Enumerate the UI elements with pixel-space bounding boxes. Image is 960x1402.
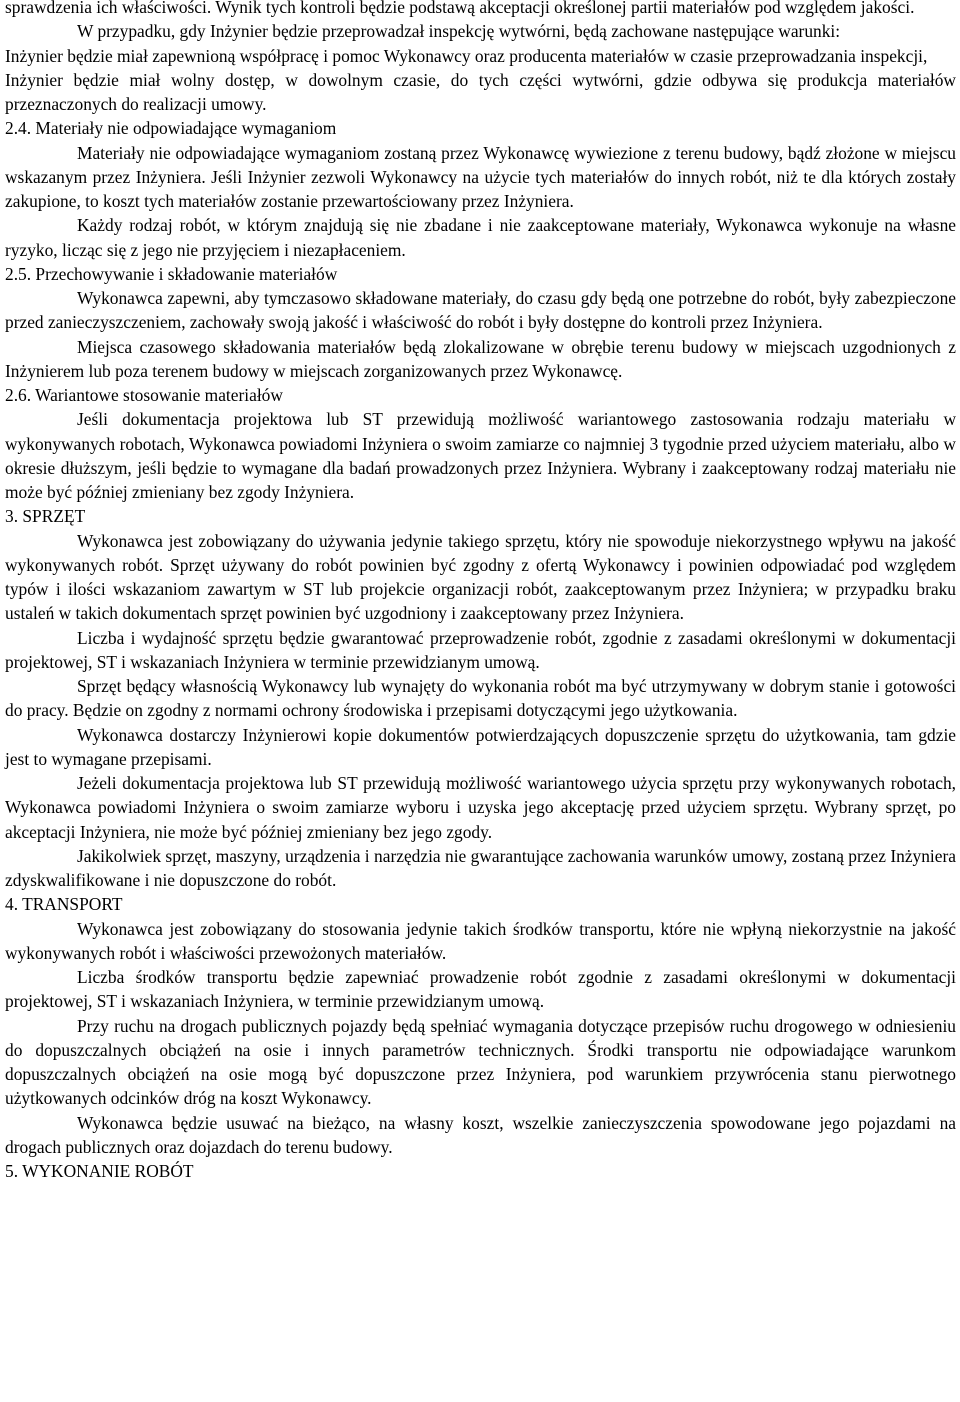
section-heading-2-4: 2.4. Materiały nie odpowiadające wymaganiom (5, 118, 337, 139)
section-heading-5: 5. WYKONANIE ROBÓT (5, 1161, 194, 1181)
section-heading-3: 3. SPRZĘT (5, 506, 86, 527)
section-heading-2-5: 2.5. Przechowywanie i składowanie materiałów (5, 263, 338, 284)
paragraph-inspection: W przypadku, gdy Inżynier będzie przeprowadzał inspekcję wytwórni, będą zachowane następujące warunki: (77, 21, 841, 42)
paragraph-2-5-b: Miejsca czasowego składowania materiałów będą zlokalizowane w obrębie terenu budowy w miejscach uzgodnionych z Inżynierem lub poza terenem budowy w miejscach zorganizowanych przez Wykonawcę. (5, 336, 956, 381)
paragraph-condition-1: Inżynier będzie miał zapewnioną współpracę i pomoc Wykonawcy oraz producenta materiałów w czasie przeprowadzania inspekcji, (5, 45, 928, 66)
paragraph-2-4-b: Każdy rodzaj robót, w którym znajdują się nie zbadane i nie zaakceptowane materiały, Wykonawca wykonuje na własne ryzyko, licząc się z jego nie przyjęciem i niezapłaceniem. (5, 215, 956, 260)
paragraph-4-a: Wykonawca jest zobowiązany do stosowania jedynie takich środków transportu, które nie wpłyną niekorzystnie na jakość wykonywanych robót i właściwości przewożonych materiałów. (5, 918, 956, 963)
paragraph-2-6-a: Jeśli dokumentacja projektowa lub ST przewidują możliwość wariantowego zastosowania rodzaju materiału w wykonywanych robotach, Wykonawca powiadomi Inżyniera o swoim zamiarze co najmniej 3 tygodnie przed użyciem materiału, albo w okresie dłuższym, jeśli będzie to wymagane dla badań prowadzonych przez Inżyniera. Wybrany i zaakceptowany rodzaj materiału nie może być później zmieniany bez zgody Inżyniera. (5, 409, 956, 502)
paragraph-4-d: Wykonawca będzie usuwać na bieżąco, na własny koszt, wszelkie zanieczyszczenia spowodowane jego pojazdami na drogach publicznych oraz dojazdach do terenu budowy. (5, 1112, 956, 1157)
paragraph-intro: sprawdzenia ich właściwości. Wynik tych kontroli będzie podstawą akceptacji określonej partii materiałów pod względem jakości. (5, 0, 915, 17)
section-heading-4: 4. TRANSPORT (5, 894, 123, 915)
paragraph-3-b: Liczba i wydajność sprzętu będzie gwarantować przeprowadzenie robót, zgodnie z zasadami określonymi w dokumentacji projektowej, ST i wskazaniach Inżyniera w terminie przewidzianym umową. (5, 627, 956, 672)
paragraph-2-5-a: Wykonawca zapewni, aby tymczasowo składowane materiały, do czasu gdy będą one potrzebne do robót, były zabezpieczone przed zanieczyszczeniem, zachowały swoją jakość i właściwość do robót i były dostępne do kontroli przez Inżyniera. (5, 288, 956, 333)
paragraph-4-b: Liczba środków transportu będzie zapewniać prowadzenie robót zgodnie z zasadami określonymi w dokumentacji projektowej, ST i wskazaniach Inżyniera, w terminie przewidzianym umową. (5, 967, 956, 1012)
paragraph-4-c: Przy ruchu na drogach publicznych pojazdy będą spełniać wymagania dotyczące przepisów ruchu drogowego w odniesieniu do dopuszczalnych obciążeń na osie i innych parametrów technicznych. Środki transportu nie odpowiadające warunkom dopuszczalnych obciążeń na osie mogą być dopuszczone przez Inżyniera, pod warunkiem przywrócenia stanu pierwotnego użytkowanych odcinków dróg na koszt Wykonawcy. (5, 1015, 956, 1109)
paragraph-3-e: Jeżeli dokumentacja projektowa lub ST przewidują możliwość wariantowego użycia sprzętu przy wykonywanych robotach, Wykonawca powiadomi Inżyniera o swoim zamiarze wyboru i uzyska jego akceptację przed użyciem sprzętu. Wybrany sprzęt, po akceptacji Inżyniera, nie może być później zmieniany bez jego zgody. (5, 773, 956, 842)
section-heading-2-6: 2.6. Wariantowe stosowanie materiałów (5, 385, 283, 405)
paragraph-3-f: Jakikolwiek sprzęt, maszyny, urządzenia i narzędzia nie gwarantujące zachowania warunków umowy, zostaną przez Inżyniera zdyskwalifikowane i nie dopuszczone do robót. (5, 845, 956, 890)
paragraph-3-c: Sprzęt będący własnością Wykonawcy lub wynajęty do wykonania robót ma być utrzymywany w dobrym stanie i gotowości do pracy. Będzie on zgodny z normami ochrony środowiska i przepisami dotyczącymi jego użytkowania. (5, 676, 956, 721)
paragraph-condition-2: Inżynier będzie miał wolny dostęp, w dowolnym czasie, do tych części wytwórni, gdzie odbywa się produkcja materiałów przeznaczonych do realizacji umowy. (5, 69, 956, 114)
paragraph-3-a: Wykonawca jest zobowiązany do używania jedynie takiego sprzętu, który nie spowoduje niekorzystnego wpływu na jakość wykonywanych robót. Sprzęt używany do robót powinien być zgodny z ofertą Wykonawcy i powinien odpowiadać pod względem typów i ilości wskazaniom zawartym w ST lub projekcie organizacji robót, zaakceptowanym przez Inżyniera; w przypadku braku ustaleń w takich dokumentach sprzęt powinien być uzgodniony i zaakceptowany przez Inżyniera. (5, 530, 956, 624)
paragraph-3-d: Wykonawca dostarczy Inżynierowi kopie dokumentów potwierdzających dopuszczenie sprzętu do użytkowania, tam gdzie jest to wymagane przepisami. (5, 724, 956, 769)
paragraph-2-4-a: Materiały nie odpowiadające wymaganiom zostaną przez Wykonawcę wywiezione z terenu budowy, bądź złożone w miejscu wskazanym przez Inżyniera. Jeśli Inżynier zezwoli Wykonawcy na użycie tych materiałów do innych robót, niż te dla których zostały zakupione, to koszt tych materiałów zostanie przewartościowany przez Inżyniera. (5, 142, 956, 211)
